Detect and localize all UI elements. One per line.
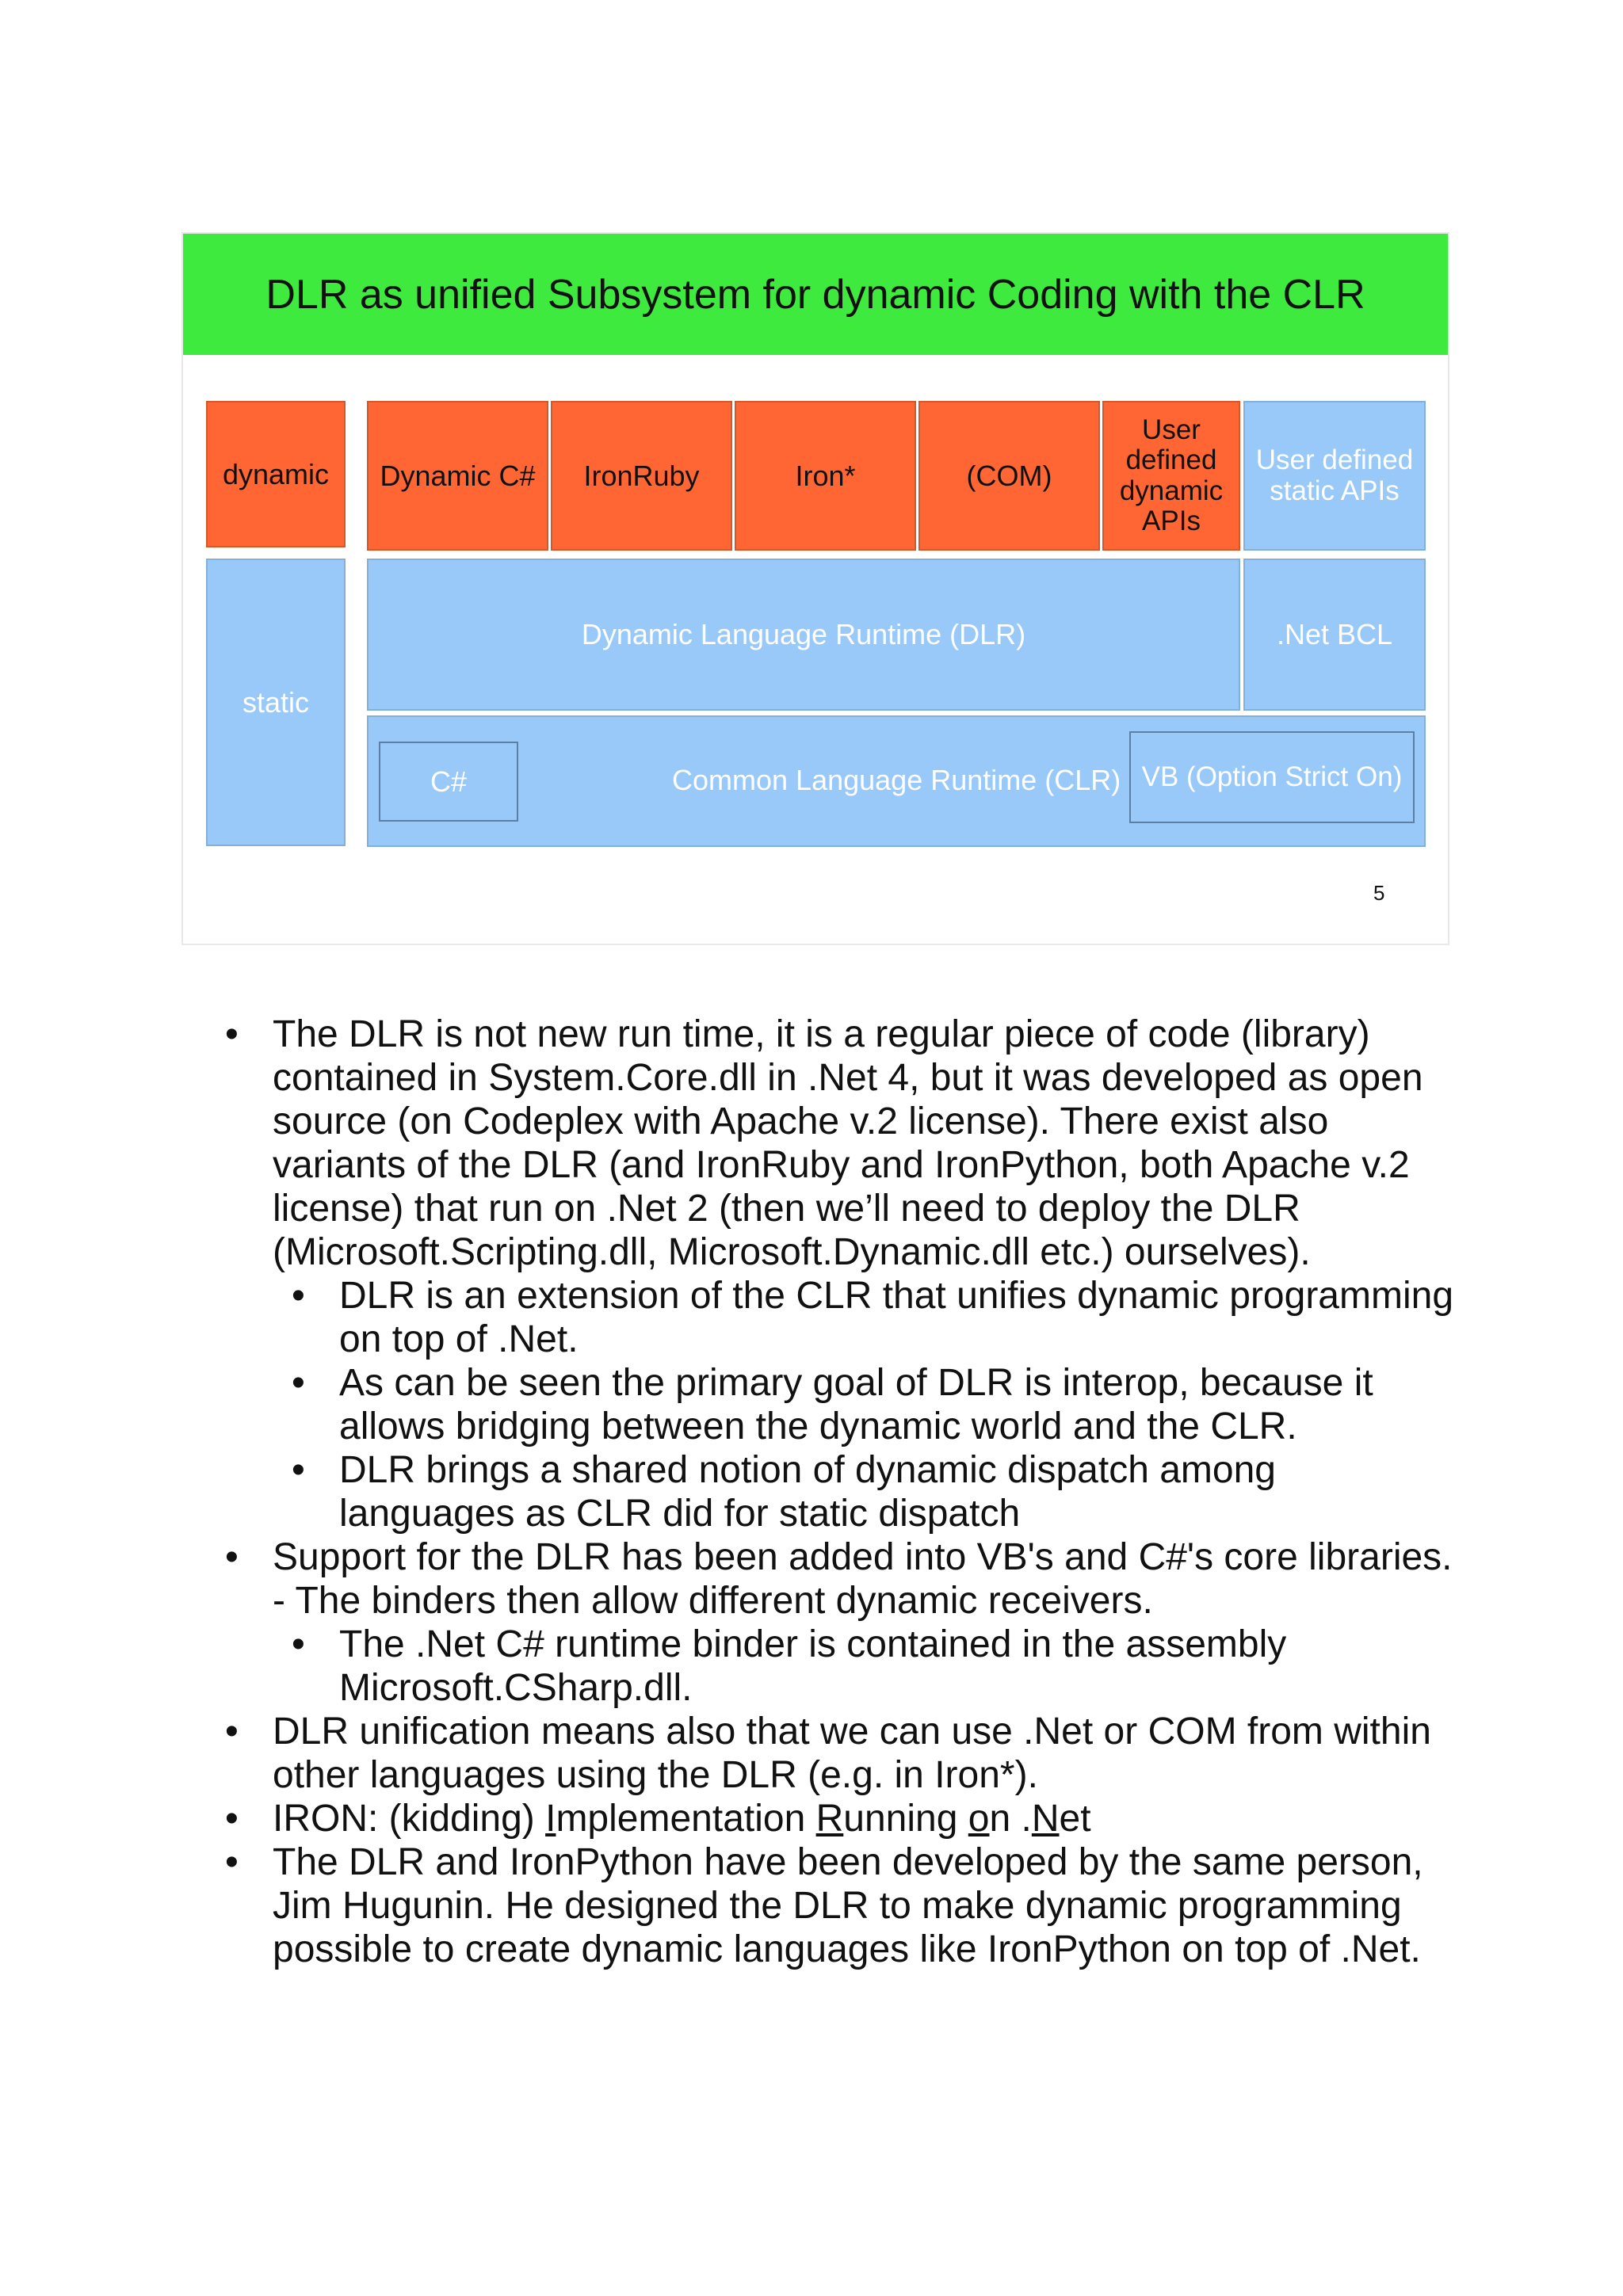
user-static-apis-label: User defined static APIs [1255, 444, 1414, 506]
static-label: static [242, 685, 310, 719]
notes-list [222, 1013, 1458, 1971]
note-sublist [273, 1274, 1458, 1535]
note-iron-word: et [1059, 1798, 1091, 1840]
note-iron-letter-r: R [815, 1798, 844, 1840]
slide-thumbnail [181, 232, 1449, 945]
note-text: Support for the DLR has been added into VB's and C#'s core libraries. - The binders then allow different dynamic receivers. [273, 1536, 1453, 1622]
note-iron-letter-i: I [545, 1798, 556, 1840]
note-iron-letter-n: N [1031, 1798, 1060, 1840]
note-sub-text: As can be seen the primary goal of DLR is interop, because it allows bridging between the dynamic world and the CLR. [339, 1362, 1373, 1447]
note-text: The DLR and IronPython have been developed by the same person, Jim Hugunin. He designed the DLR to make dynamic programming possible to create dynamic languages like IronPython on top of .Net. [273, 1841, 1423, 1970]
note-sub-text: DLR is an extension of the CLR that unifies dynamic programming on top of .Net. [339, 1275, 1454, 1360]
csharp-box [379, 742, 518, 822]
dynamic-csharp-box [367, 401, 548, 551]
user-dynamic-apis-box [1102, 401, 1240, 551]
vb-option-strict-box [1129, 731, 1415, 823]
dynamic-label: dynamic [222, 457, 330, 490]
note-bullet [222, 1013, 1458, 1535]
note-text: DLR unification means also that we can use .Net or COM from within other languages using the DLR (e.g. in Iron*). [273, 1711, 1431, 1796]
note-sub-bullet [273, 1361, 1458, 1448]
note-iron-word: unning [843, 1798, 968, 1840]
ironruby-label: IronRuby [583, 459, 700, 492]
slide-title-bar [183, 234, 1448, 355]
note-bullet [222, 1797, 1458, 1840]
note-bullet [222, 1535, 1458, 1710]
user-dynamic-apis-label: User defined dynamic APIs [1119, 414, 1224, 536]
static-label-box [206, 559, 346, 846]
note-bullet [222, 1840, 1458, 1971]
iron-star-box [735, 401, 916, 551]
note-sublist [273, 1623, 1458, 1710]
slide-title: DLR as unified Subsystem for dynamic Coding with the CLR [265, 271, 1365, 318]
note-iron-letter-o: o [968, 1798, 990, 1840]
dynamic-csharp-label: Dynamic C# [380, 459, 536, 492]
iron-star-label: Iron* [795, 459, 856, 492]
ironruby-box [551, 401, 732, 551]
vb-option-strict-label: VB (Option Strict On) [1141, 761, 1403, 792]
dynamic-label-box [206, 401, 346, 547]
dlr-box [367, 559, 1240, 711]
com-label: (COM) [966, 459, 1052, 492]
note-sub-bullet [273, 1623, 1458, 1710]
note-iron-word: mplementation [556, 1798, 816, 1840]
note-sub-text: The .Net C# runtime binder is contained in the assembly Microsoft.CSharp.dll. [339, 1623, 1287, 1709]
net-bcl-box [1243, 559, 1426, 711]
note-sub-bullet [273, 1274, 1458, 1361]
csharp-label: C# [430, 765, 468, 798]
note-iron-word: n . [989, 1798, 1032, 1840]
clr-label: Common Language Runtime (CLR) [672, 764, 1121, 796]
note-bullet [222, 1710, 1458, 1797]
user-static-apis-box [1243, 401, 1426, 551]
note-sub-bullet [273, 1448, 1458, 1535]
net-bcl-label: .Net BCL [1276, 618, 1393, 651]
slide-page-number: 5 [1373, 881, 1385, 905]
note-sub-text: DLR brings a shared notion of dynamic dispatch among languages as CLR did for static dispatch [339, 1449, 1276, 1535]
dlr-label: Dynamic Language Runtime (DLR) [581, 618, 1026, 651]
note-text: The DLR is not new run time, it is a regular piece of code (library) contained in System.Core.dll in .Net 4, but it was developed as open source (on Codeplex with Apache v.2 license). There exist also variants of the DLR (and IronRuby and IronPython, both Apache v.2 license) that run on .Net 2 (then we’ll need to deploy the DLR (Microsoft.Scripting.dll, Microsoft.Dynamic.dll etc.) ourselves). [273, 1013, 1423, 1273]
note-iron-prefix: IRON: (kidding) [273, 1798, 546, 1840]
com-box [918, 401, 1100, 551]
